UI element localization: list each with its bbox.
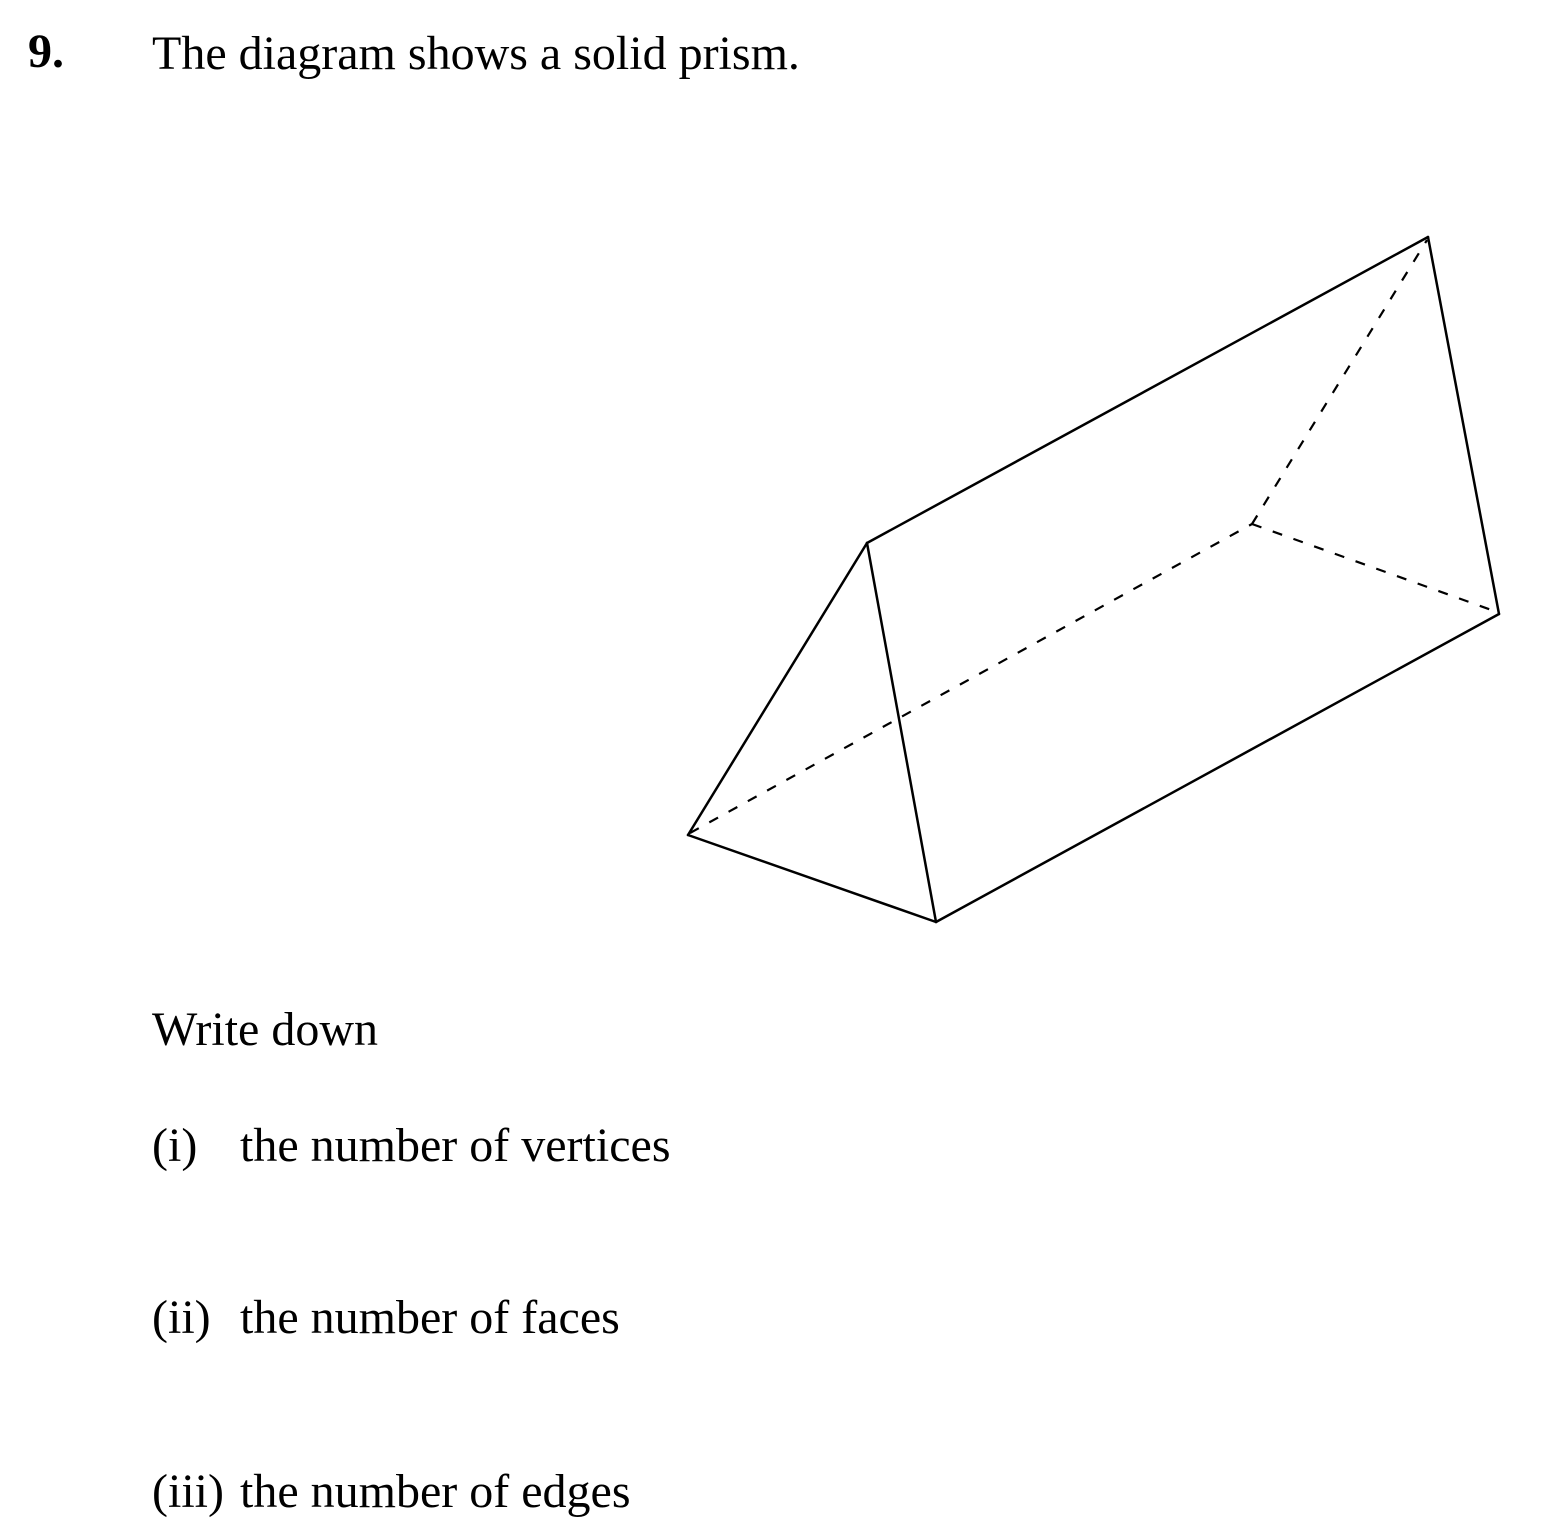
part-i xyxy=(152,1119,671,1172)
question-title: The diagram shows a solid prism. xyxy=(152,27,800,80)
part-text: the number of edges xyxy=(240,1465,631,1518)
part-ii xyxy=(152,1291,620,1344)
part-label: (i) xyxy=(152,1119,198,1172)
part-label: (iii) xyxy=(152,1465,224,1518)
instruction-text: Write down xyxy=(152,1003,379,1056)
edge-front-left xyxy=(688,543,867,835)
edge-bottom-right xyxy=(936,614,1499,922)
part-iii xyxy=(152,1465,631,1518)
part-text: the number of vertices xyxy=(240,1119,671,1172)
question-number: 9. xyxy=(28,25,64,78)
hidden-edge-back-bottom xyxy=(1252,524,1497,612)
hidden-edge-back-left xyxy=(1252,240,1427,524)
edge-top-ridge xyxy=(867,237,1428,543)
edge-back-right xyxy=(1428,237,1499,614)
edge-front-bottom xyxy=(688,835,936,922)
part-text: the number of faces xyxy=(240,1291,620,1344)
part-label: (ii) xyxy=(152,1291,211,1344)
hidden-edge-bottom-left xyxy=(690,524,1252,833)
edge-front-right xyxy=(867,543,936,922)
